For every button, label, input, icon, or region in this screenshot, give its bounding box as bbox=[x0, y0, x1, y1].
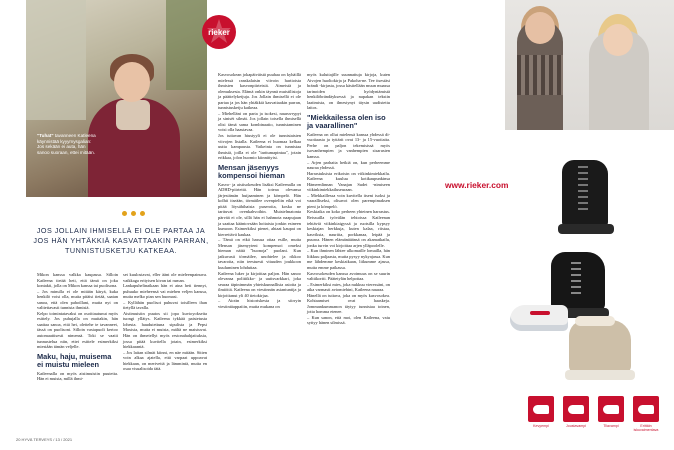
paragraph: Aistimuistin puutos sii jopa kuvioyokseita tuongi yllätys. Katleena tykkää paistetusta lohesta. haudutettuna sipulista ja Pepsi Maxista, mutta ei muista, mältä ne maistuvat. Hän on ihmetellyt myös restonahahjatiuksia, jossa pitää kuvitella jotain, esimerkiksi hiekkarantä. bbox=[123, 310, 207, 350]
paragraph: – Arjen parhaita hetkiä on, kun perheemme nauraa yhdessä. bbox=[307, 159, 390, 171]
article-column-1 bbox=[37, 272, 118, 382]
paragraph: – Jos minulla ei ole mitään käryä, kuka henkilö voisi olla, mutta pitäisi tietää, saatan sanoa, että olen pahoillani, mutta nyt on valitettavasti tunnista ihmisiä. bbox=[37, 288, 118, 311]
paragraph: Kasvo- ja aistisokeuden lisäksi Katleenalla on ADHD-piirteitä. Hän toteaa olevansa järjestämän huijaaminen ja kömpelö. Hän kolhii itseään, törmäilee ovenpieliin eikä voi pitää löysähihaisia puseroita, koska ne tarttuvat ovenkahvoihin. Muistelmatonta pärvää ei ole, sillä hän ei hahmota naapujaan ja saattaa kääntovsään hoitaista jonkin esineen kumoon. Esimerkiksi pienet, ahtaat kaupat on kierrettävä kaukaa. bbox=[218, 181, 301, 237]
paragraph: Lankapuhelinaikaan hän ei aina heti tiennyt, puhuuko mieheensä vai miehen veljen kanssa, mutta melko pian sen huomasi. bbox=[123, 283, 207, 300]
rieker-advertisement bbox=[433, 0, 674, 450]
cushion-shoe-icon bbox=[633, 396, 659, 422]
dot-icon bbox=[122, 211, 127, 216]
paragraph: – Esimerkiksi mies, joka nukkuu vieressäni, on aika varmasti aviomiehini, Katleena nauraa. bbox=[307, 281, 390, 293]
caption-text: tavanneen Katleena käynnistää kyyymysgalian: Jos sekään ei auta, hän sanoo suoraan, ettei mitään. bbox=[37, 133, 96, 155]
logo-text: rieker bbox=[208, 28, 230, 37]
subheading: Maku, haju, muisema ei muistu mieleen bbox=[37, 351, 112, 369]
rieker-logo bbox=[201, 14, 237, 50]
portrait-photo bbox=[26, 0, 207, 197]
paragraph: set kuulostavat, eller äänt ole mieleenpainuva. vaikkaga erityisen kivan tai ruman. bbox=[123, 272, 207, 283]
paragraph: – Kyllähän puolisot puhuvat toisilleen ihan tietyllä tavalla. bbox=[123, 299, 207, 311]
paragraph: Jos tuttavan hiustyyli ei ole tunnistaisten viivojen listalla. Katleena ei huomaa kelkaa uutta kampausta. Vaikeinta on tunnistaa ihmisiä, joilla ei ole "tarttumapintaa", jotain erikkaa, jolon huomio kiinnittyisi. bbox=[218, 133, 301, 161]
feature-roomier: Tilavampi bbox=[597, 396, 625, 432]
paragraph: – Tämä on eikä hassua ottaa esille, mutta Mensan jäsenyyteni kompensoi omeksi hieman näitä "huonoja" puolani. Kun jatkuvasti törmäilee, unohtelee ja rikkoo tavaroita, niin teestuesti vituuden joukkoon kuuluminen lohduttaa. bbox=[218, 237, 301, 270]
flex-shoe-icon bbox=[563, 396, 589, 422]
dot-icon bbox=[131, 211, 136, 216]
paragraph: Hänellä on tuttava, joka on myös kasvosokea. Kohtaamiset ovat haaskeja. Jommankummanon täytyy tunnistaa toinen, jotta homma etenee. bbox=[307, 292, 390, 315]
paragraph: Kasvosokean jokapäiväistä puuhaa on kyhäillä mielessä ranskalaisin viivoin hartioista ihmisten kasvonpiirteistä. Aimeistä ja olemuksesta. Elämä onkin täynnä muistilistoja ja päättelyketjuja. Jos Jollain ihmisellä ei ole partaa ja jos hän yhtäkkiä kasvattaakin parran, tunnistusketju katkeaa. bbox=[218, 72, 301, 111]
dot-icon bbox=[140, 211, 145, 216]
paragraph: Mikon kanssa valkka kaupassa. Silloin Katleena tietää heti, että tämä on joku kontakti, jolla on Mikon kanssa tai puolisona. bbox=[37, 272, 118, 289]
paragraph: – Miehelläni on parta ja isokesi, nauruvrypyt ja sinisèt silmät. Jos jollain toisella ihmisellä olisi tämä sama kombinaatio, tunnistaminen voisi olla haastavaa. bbox=[218, 110, 301, 133]
feature-icons bbox=[527, 396, 660, 432]
ad-url: www.rieker.com bbox=[445, 180, 509, 190]
feature-lighter: Kevyempi bbox=[527, 396, 555, 432]
paragraph: – Kun sanon, että moi, olen Katleena, vaiu syttyy hänen silmissä. bbox=[307, 314, 390, 326]
black-lace-boot bbox=[562, 160, 608, 228]
feature-flexible: Joustavampi bbox=[562, 396, 590, 432]
paragraph: – Kun ihminen lähtee ulkomaille lomailla, hän liikkuu paljaasta, mutta pysyy nykyajassa. Kun me lähdemme keskiaikaan, liikumme ajassa, mutta emme paikassa. bbox=[307, 248, 390, 270]
ad-photo-models bbox=[505, 0, 674, 130]
wide-shoe-icon bbox=[598, 396, 624, 422]
black-ankle-boot bbox=[551, 252, 605, 312]
subheading: Mensan jäsenyys kompensoi hieman bbox=[218, 162, 285, 180]
paragraph: Harrastuksista erikoisin on viikinkimiekkailu. Katleena kuuluu kotikaupunkinsa Hämeenlinnan Vanajan Sudet -nimiseen viikinkimiekkailuseuraan. bbox=[307, 170, 390, 193]
article-column-3 bbox=[218, 72, 301, 309]
photo-caption bbox=[37, 133, 97, 155]
beige-winter-boot bbox=[569, 320, 631, 374]
caption-name: "Tuhat" bbox=[37, 133, 54, 138]
paragraph: Katleena luker ja kirjoittaa paljon. Hän sanoo olevansa politiikko- ja uutisvarkkari, joka seuraa täpinimmän yhteiskunnallista asioita ja ilmiöitä. Katleena on viestinnän asiantuntija ja kirjoittanut yli 40 tietokirjaa. bbox=[218, 270, 301, 298]
decorative-dots bbox=[122, 211, 145, 216]
feather-shoe-icon bbox=[528, 396, 554, 422]
paragraph: – Aiottn historiskesta ja siirryin viestintäappaiiin, mutta mukana on bbox=[218, 298, 301, 309]
paragraph: – Jos laitan silmät kiinni, en näe mitään. Sitten voin alkaa ajatella, että varpaat uppoavat hiekkaan, on merivettä ja lämmintä, mutta en osaa visualisoida tätä. bbox=[123, 349, 207, 372]
article-column-4 bbox=[307, 72, 390, 326]
paragraph: Kasvosokeuden kanssa avoimuus on se suurin valttikortti. Päätetylän helpottaa. bbox=[307, 270, 390, 282]
paragraph: – Miekkaillessa voin kuvitella itseni isoksi ja vaaralliseksi, olisavoi olen parempimaksen pieni ja kömpelö. bbox=[307, 192, 390, 209]
paragraph: Katleena on ollut mielensä kanssa yhdessä di-vuotiaasta ja tyttärit ovat 13- ja 15-vuotiaita. Perhe on paljon tekemisissä myös isovanhempien ja vanhempien sisarusten kanssa. bbox=[307, 131, 390, 160]
white-sneaker bbox=[510, 305, 568, 331]
feature-cushioning: Erittäin iskuvaimentava bbox=[632, 396, 660, 432]
paragraph: Keskiaika on koko perheen yhteinen harrastus. Reissuilla työvälän tehtoissa Katleenan tehtäviä viikinkiaigyssä ja ruotsilla kypsyy keskiajan herkkuja, kuten kalaa, riistaa, kasviksia, nauriita, porkkanaa, leipää ja puuroa. Hänen elämänääänsä on akamatkailu, jonka turvin voi kirjoittaa arjen ylläpoolelle. bbox=[307, 209, 390, 248]
page-footer: 20 HYVÄ TERVEYS / 13 / 2021 bbox=[16, 437, 73, 442]
paragraph: Katleenalla on myös aistimuistin puutetta. Hän ei muista, millä ihmi- bbox=[37, 370, 118, 382]
pull-quote: JOS JOLLAIN IHMISELLÄ EI OLE PARTAA JA JOS HÄN YHTÄKKIÄ KASVATTAAKIN PARRAN, TUNNISTUSKETJU KATKEAA. bbox=[33, 226, 209, 255]
paragraph: myös kuluttajille suunnattuja kirjoja, kuten Aivojen huoltokirja ja Pakoha-ne. Tee itsestäsi brändi -kirjasta, jossa käsitellään muun muassa tarinoiden hyödyntämistä henkilöbrändäyksessä ja napakan tekstin laatimista, on ilmestynyt täysin uudistettu laitos. bbox=[307, 72, 390, 111]
paragraph: Kelpo toimintatavaksi on osoittautunut myös esittely. Jos puhujalla on muitakin, hän saattaa sanoa, että hei, olettehe te tavanneet, tässä on puolisoni. Silloin vastapuoli kertoo automaattisesti nimensä. Toki se vaatii tunnustelua niin, ettei esittele esimerkiksi mieståän tämän veljelle. bbox=[37, 310, 118, 350]
subheading: "Miekkailessa olen iso ja vaarallinen" bbox=[307, 112, 386, 130]
article-column-2 bbox=[123, 272, 207, 372]
